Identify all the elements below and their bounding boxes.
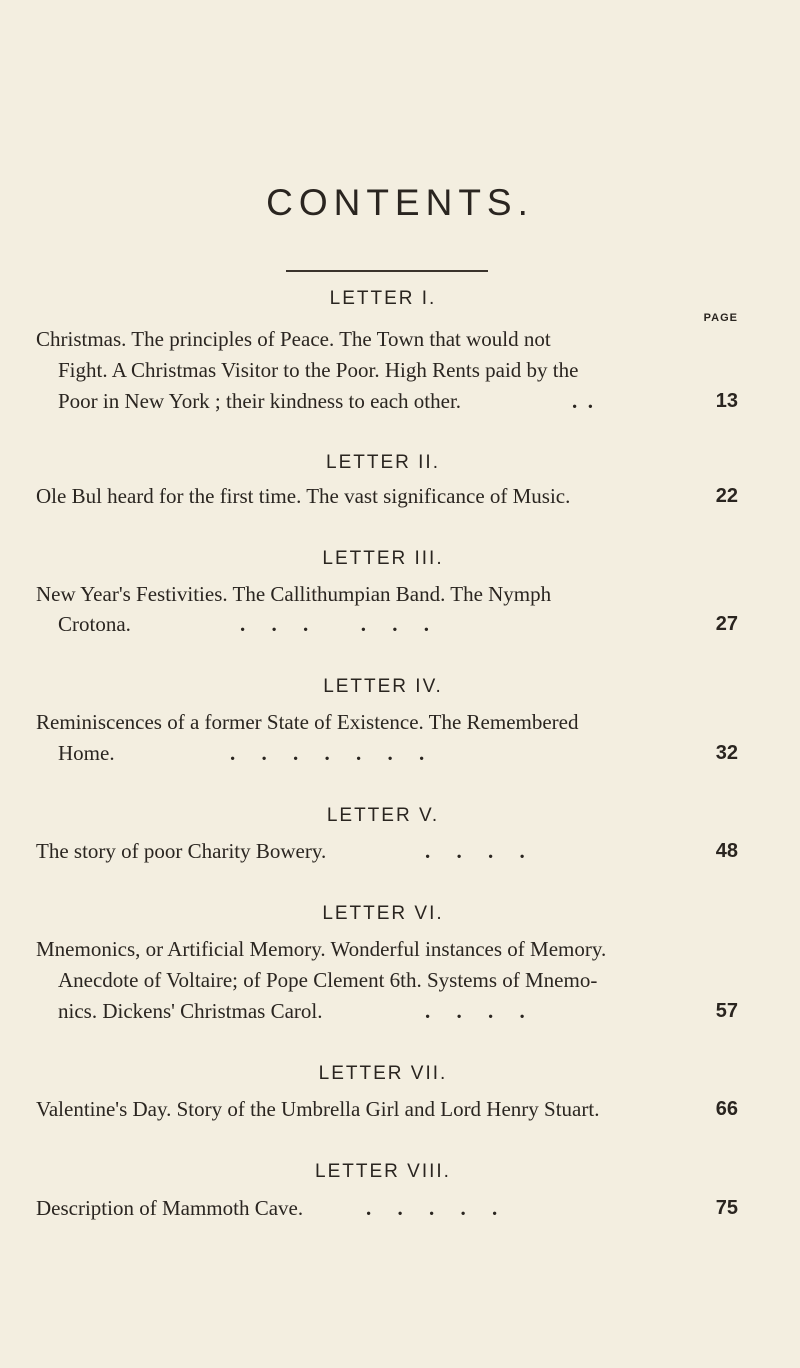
page-number: 57 (715, 1000, 738, 1022)
entry-line: Mnemonics, or Artificial Memory. Wonderful instances of Memory. (36, 937, 607, 961)
leader-dots: . . . . . . . (230, 741, 425, 765)
letter-heading: LETTER V. (326, 805, 440, 826)
page-number: 22 (715, 485, 738, 507)
leader-dots: . . . . . (366, 1196, 498, 1220)
entry-line: The story of poor Charity Bowery. (36, 839, 327, 863)
entry-line: Description of Mammoth Cave. (36, 1196, 304, 1220)
letter-heading: LETTER VII. (318, 1063, 448, 1084)
entry-line: Anecdote of Voltaire; of Pope Clement 6th. Systems of Mnemo- (58, 968, 598, 992)
letter-heading: LETTER I. (329, 288, 437, 309)
leader-dots: . . (572, 389, 593, 413)
page-column-label: PAGE (703, 312, 738, 324)
letter-heading: LETTER IV. (323, 676, 443, 697)
entry-line: Reminiscences of a former State of Existence. The Remembered (36, 710, 579, 734)
entry-line: Fight. A Christmas Visitor to the Poor. High Rents paid by the (58, 358, 579, 382)
entry-line: nics. Dickens' Christmas Carol. (58, 999, 323, 1023)
page-number: 27 (715, 613, 738, 635)
page-number: 32 (715, 742, 738, 764)
letter-heading: LETTER VI. (322, 903, 444, 924)
page-number: 13 (715, 390, 738, 412)
entry-line: Ole Bul heard for the first time. The vast significance of Music. (36, 484, 571, 508)
leader-dots: . . . . (425, 839, 525, 863)
entry-line: Christmas. The principles of Peace. The Town that would not (36, 327, 551, 351)
letter-heading: LETTER II. (326, 452, 440, 473)
letter-heading: LETTER VIII. (315, 1161, 451, 1182)
page-title: CONTENTS. (266, 182, 534, 223)
page-number: 48 (715, 840, 738, 862)
entry-line: New Year's Festivities. The Callithumpian Band. The Nymph (36, 582, 552, 606)
letter-heading: LETTER III. (322, 548, 444, 569)
title-rule (286, 270, 488, 272)
page-number: 75 (715, 1197, 738, 1219)
page-number: 66 (715, 1098, 738, 1120)
entry-line: Home. (58, 741, 115, 765)
leader-dots: . . . . . . (240, 612, 429, 636)
leader-dots: . . . . (425, 999, 525, 1023)
entry-line: Crotona. (58, 612, 131, 636)
entry-line: Poor in New York ; their kindness to each other. (58, 389, 462, 413)
entry-line: Valentine's Day. Story of the Umbrella Girl and Lord Henry Stuart. (36, 1097, 600, 1121)
